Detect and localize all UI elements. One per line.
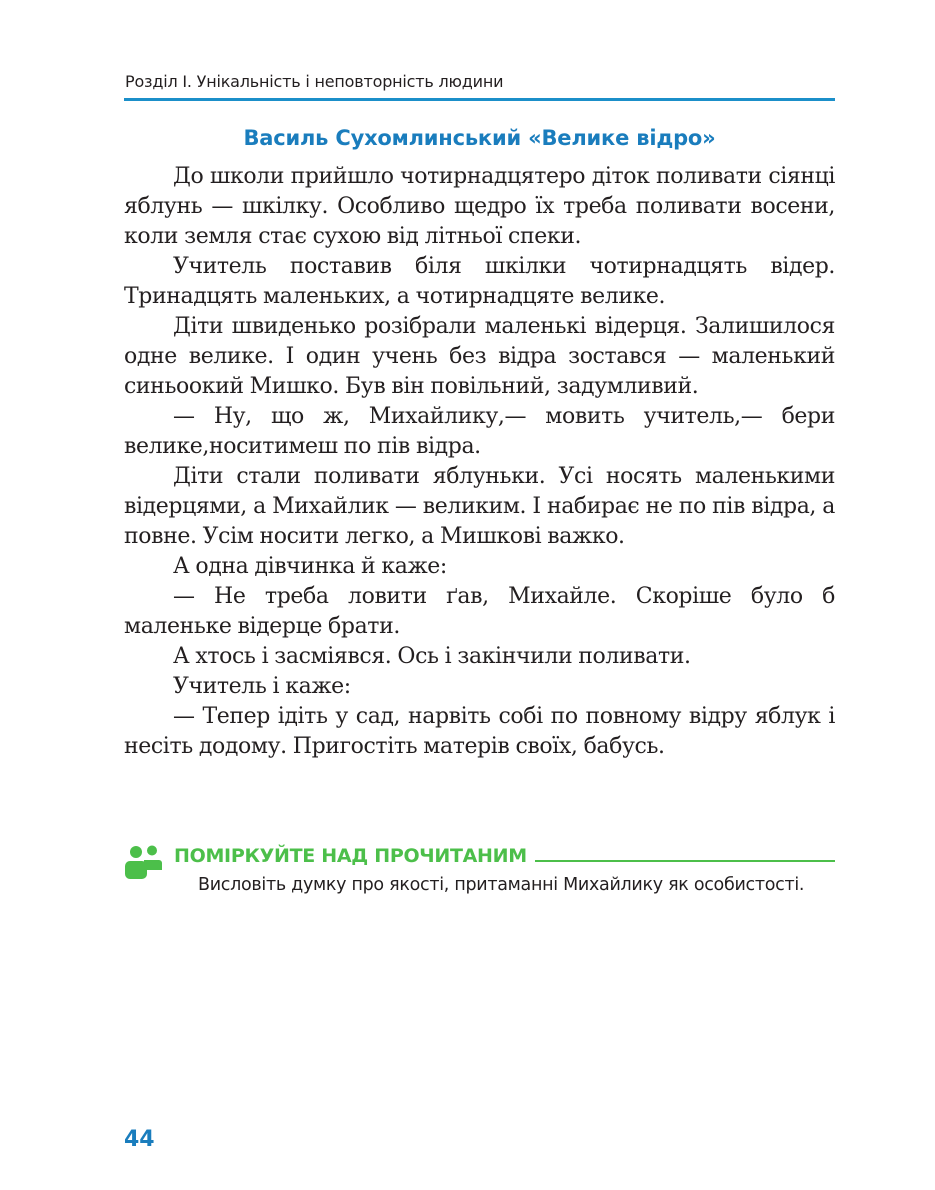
people-group-icon — [124, 842, 162, 880]
story-paragraph: Діти швиденько розібрали маленькі відерця. Залишилося одне велике. І один учень без відра зостався — маленький синьоокий Мишко. Був він повільний, задумливий. — [124, 314, 835, 399]
story-paragraph: А хтось і засміявся. Ось і закінчили поливати. — [173, 644, 691, 669]
running-header: Розділ І. Унікальність і неповторність людини — [125, 72, 504, 91]
reflect-heading-label: ПОМІРКУЙТЕ НАД ПРОЧИТАНИМ — [174, 845, 527, 867]
story-paragraph: Діти стали поливати яблуньки. Усі носять маленькими відерцями, а Михайлик — великим. І набирає не по пів відра, а повне. Усім носити легко, а Мишкові важко. — [124, 464, 835, 549]
header-rule — [124, 98, 835, 101]
story-paragraph: Учитель і каже: — [173, 674, 351, 699]
story-title: Василь Сухомлинський «Велике відро» — [243, 126, 716, 150]
story-paragraph: До школи прийшло чотирнадцятеро діток поливати сіянці яблунь — шкілку. Особливо щедро їх треба поливати восени, коли земля стає сухою від літньої спеки. — [124, 164, 835, 249]
story-paragraph: — Ну, що ж, Михайлику,— мовить учитель,— бери велике,носитимеш по пів відра. — [124, 404, 835, 459]
story-text — [124, 162, 835, 762]
story-paragraph: — Тепер ідіть у сад, нарвіть собі по повному відру яблук і несіть додому. Пригостіть матерів своїх, бабусь. — [124, 704, 835, 759]
story-paragraph: — Не треба ловити ґав, Михайле. Скоріше було б маленьке відерце брати. — [124, 584, 835, 639]
story-paragraph: Учитель поставив біля шкілки чотирнадцять відер. Тринадцять маленьких, а чотирнадцяте велике. — [124, 254, 835, 309]
page-number: 44 — [124, 1127, 155, 1152]
story-paragraph: А одна дівчинка й каже: — [173, 554, 447, 579]
reflect-heading-rule — [535, 860, 835, 862]
reflect-task: Висловіть думку про якості, притаманні Михайлику як особистості. — [198, 875, 805, 895]
reflect-section-heading — [174, 841, 835, 867]
